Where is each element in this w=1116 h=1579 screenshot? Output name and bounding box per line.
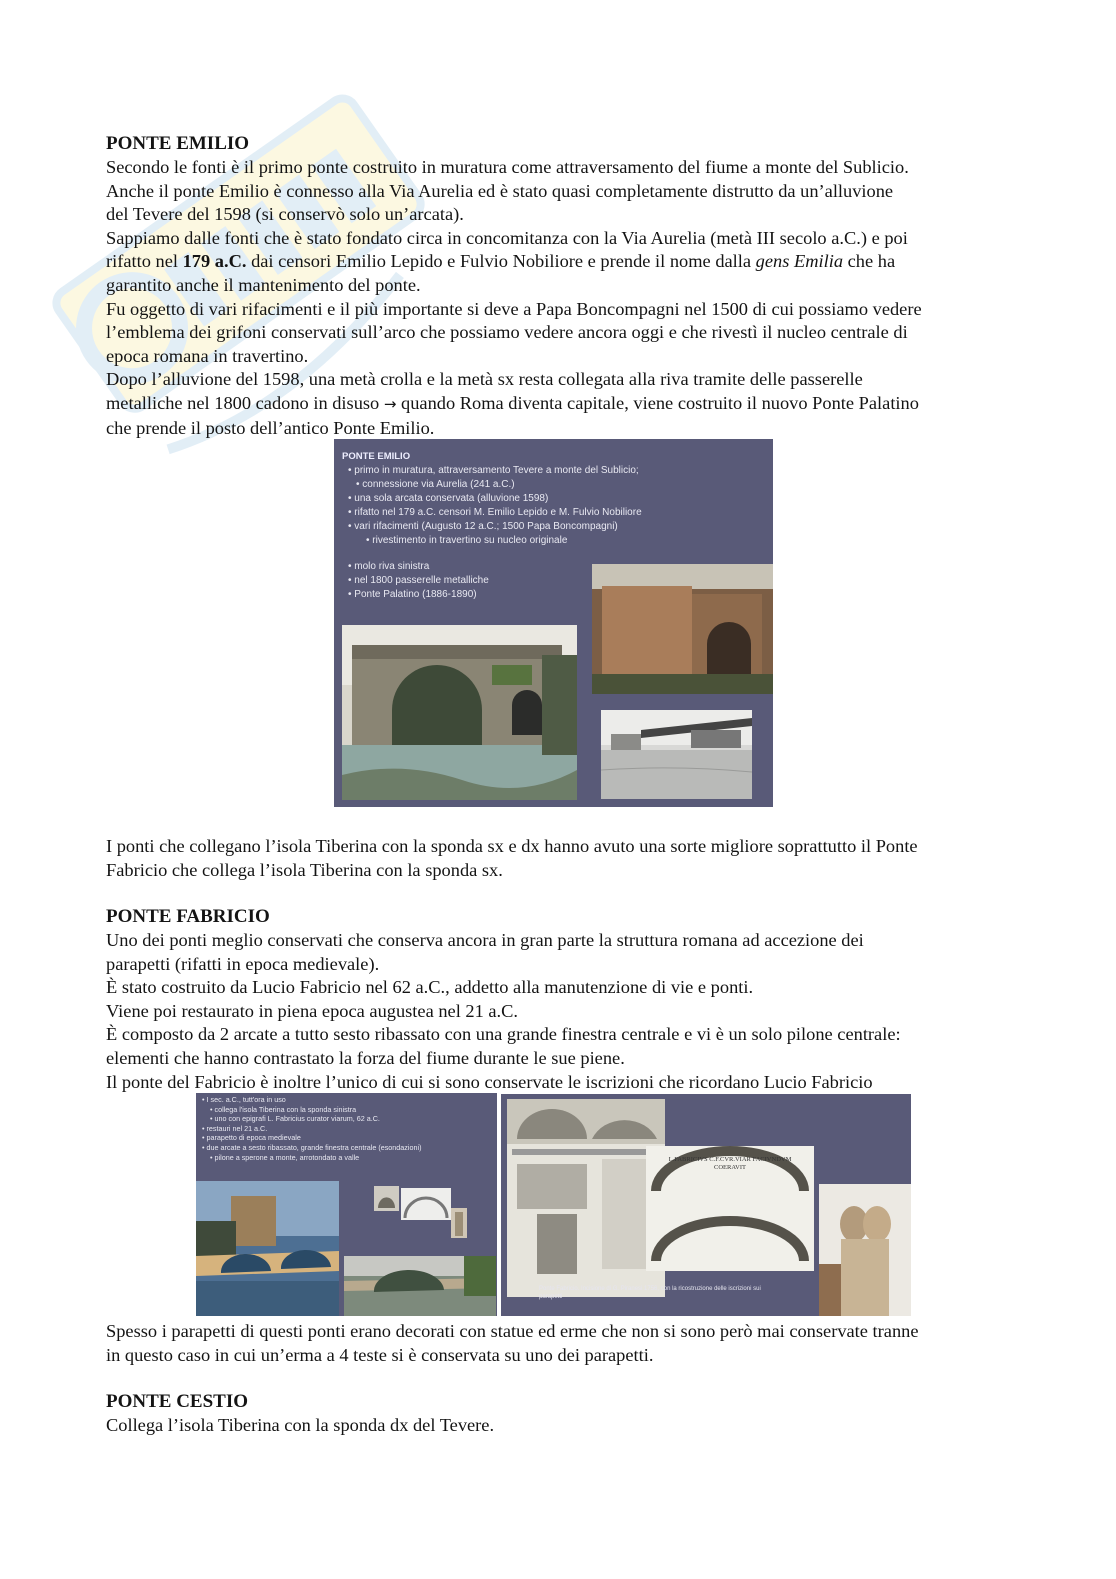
text-line: l’emblema dei grifoni conservati sull’arco che possiamo vedere ancora oggi e che rivestì il nucleo centrale di xyxy=(106,322,908,343)
slide-bullet: • molo riva sinistra xyxy=(348,560,678,574)
herm-four-heads-photo xyxy=(819,1184,911,1316)
ponte-fabricio-photo xyxy=(196,1181,339,1316)
slide-bullet: • parapetto di epoca medievale xyxy=(202,1133,492,1143)
ponte-emilio-ruins-photo xyxy=(342,625,577,800)
slide-bullet: • nel 1800 passerelle metalliche xyxy=(348,574,678,588)
text-segment: rifatto nel xyxy=(106,251,183,272)
slide-bullet: • restauri nel 21 a.C. xyxy=(202,1124,492,1134)
text-line: in questo caso in cui un’erma a 4 teste si è conservata su uno dei parapetti. xyxy=(106,1344,654,1365)
slide-bullet: • Ponte Palatino (1886-1890) xyxy=(348,588,678,602)
slide-ponte-emilio xyxy=(334,439,773,807)
piranesi-engraving xyxy=(507,1099,665,1297)
paragraph-ponte-cestio xyxy=(106,1414,1004,1438)
text-line: Fu oggetto di vari rifacimenti e il più importante si deve a Papa Boncompagni nel 1500 di cui possiamo vedere xyxy=(106,298,922,319)
text-line: del Tevere del 1598 (si conservò solo un’arcata). xyxy=(106,204,464,225)
heading-ponte-fabricio: PONTE FABRICIO xyxy=(106,906,270,927)
text-line: Fabricio che collega l’isola Tiberina con la sponda sx. xyxy=(106,859,503,880)
paragraph-ponte-emilio xyxy=(106,156,1004,440)
slide-bullet: • rifatto nel 179 a.C. censori M. Emilio Lepido e M. Fulvio Nobiliore xyxy=(348,506,678,520)
text-line: Secondo le fonti è il primo ponte costruito in muratura come attraversamento del fiume a monte del Sublicio. xyxy=(106,157,909,177)
text-line: garantito anche il mantenimento del ponte. xyxy=(106,274,421,295)
slide-bullet: • una sola arcata conservata (alluvione 1598) xyxy=(348,492,678,506)
text-line: Anche il ponte Emilio è connesso alla Via Aurelia ed è stato quasi completamente distrutto da un’alluvione xyxy=(106,180,894,201)
text-segment: quando Roma diventa capitale, viene costruito il nuovo Ponte Palatino xyxy=(396,392,919,413)
text-line: elementi che hanno contrastato la forza del fiume durante le sue piene. xyxy=(106,1047,625,1068)
slide-bullet-list xyxy=(202,1095,492,1162)
text-segment: che ha xyxy=(843,251,896,272)
piranesi-inscription-text: L.FABRICIVS C.F.CVR.VIAR FACIVNDVM COERAVIT xyxy=(668,1156,792,1171)
paragraph-ponti-isola xyxy=(106,835,1004,882)
text-segment: metalliche nel 1800 cadono in disuso xyxy=(106,392,384,413)
text-line: Dopo l’alluvione del 1598, una metà crolla e la metà sx resta collegata alla riva tramite delle passerelle xyxy=(106,369,863,390)
slide-title: PONTE EMILIO xyxy=(342,451,411,462)
text-line: Il ponte del Fabricio è inoltre l’unico di cui si sono conservate le iscrizioni che ricordano Lucio Fabricio xyxy=(106,1071,873,1092)
slide-bullet: • I sec. a.C., tutt'ora in uso xyxy=(202,1095,492,1105)
text-line: È composto da 2 arcate a tutto sesto ribassato con una grande finestra centrale e vi è un solo pilone centrale: xyxy=(106,1024,901,1045)
ponte-fabricio-photo-2 xyxy=(344,1256,496,1316)
text-line xyxy=(106,392,1004,417)
ponte-palatino-archival-photo xyxy=(601,710,752,799)
text-line: epoca romana in travertino. xyxy=(106,345,309,366)
slide-bullet: • rivestimento in travertino su nucleo originale xyxy=(348,534,678,548)
slide-caption: Ponte Fabricio. Incisione di G. Piranesi 1756, con la ricostruzione delle iscrizioni sui parapetti xyxy=(539,1286,761,1300)
paragraph-erme xyxy=(106,1320,1004,1367)
text-line: parapetti (rifatti in epoca medievale). xyxy=(106,953,380,974)
slide-bullet: • vari rifacimenti (Augusto 12 a.C.; 1500 Papa Boncompagni) xyxy=(348,520,678,534)
text-line: Collega l’isola Tiberina con la sponda dx del Tevere. xyxy=(106,1415,495,1435)
text-line: Uno dei ponti meglio conservati che conserva ancora in gran parte la struttura romana ad accezione dei xyxy=(106,930,864,950)
slide-bullet: • pilone a sperone a monte, arrotondato a valle xyxy=(202,1153,492,1163)
slide-bullet: • due arcate a sesto ribassato, grande finestra centrale (esondazioni) xyxy=(202,1143,492,1153)
text-line: I ponti che collegano l’isola Tiberina con la sponda sx e dx hanno avuto una sorte migliore soprattutto il Ponte xyxy=(106,836,918,856)
heading-ponte-emilio: PONTE EMILIO xyxy=(106,133,250,154)
ponte-emilio-arch-photo xyxy=(592,564,773,694)
date-bold: 179 a.C. xyxy=(182,251,247,272)
thumbnail-herm xyxy=(451,1208,467,1238)
piranesi-inscription-panel xyxy=(646,1146,814,1271)
thumbnail-inscription xyxy=(401,1188,451,1220)
text-line: È stato costruito da Lucio Fabricio nel 62 a.C., addetto alla manutenzione di vie e ponti. xyxy=(106,977,754,998)
slide-piranesi xyxy=(501,1094,911,1316)
slide-bullet: • collega l'isola Tiberina con la sponda sinistra xyxy=(202,1105,492,1115)
text-line: Viene poi restaurato in piena epoca augustea nel 21 a.C. xyxy=(106,1000,519,1021)
text-line: Spesso i parapetti di questi ponti erano decorati con statue ed erme che non si sono però mai conservate tranne xyxy=(106,1321,919,1341)
text-line: Sappiamo dalle fonti che è stato fondato circa in concomitanza con la Via Aurelia (metà III secolo a.C.) e poi xyxy=(106,227,908,248)
slide-bullet: • primo in muratura, attraversamento Tevere a monte del Sublicio; xyxy=(348,464,678,478)
slide-bullet: • connessione via Aurelia (241 a.C.) xyxy=(348,478,678,492)
arrow-icon: → xyxy=(383,394,397,413)
text-line xyxy=(106,250,1004,274)
slide-bullet: • uno con epigrafi L. Fabricius curator viarum, 62 a.C. xyxy=(202,1114,492,1124)
slide-ponte-fabricio xyxy=(196,1093,497,1316)
gens-italic: gens Emilia xyxy=(755,251,844,272)
paragraph-ponte-fabricio xyxy=(106,929,1004,1094)
text-segment: dai censori Emilio Lepido e Fulvio Nobiliore e prende il nome dalla xyxy=(246,251,756,272)
thumbnail-arch xyxy=(374,1186,399,1211)
text-line: che prende il posto dell’antico Ponte Emilio. xyxy=(106,417,435,438)
heading-ponte-cestio: PONTE CESTIO xyxy=(106,1391,249,1412)
